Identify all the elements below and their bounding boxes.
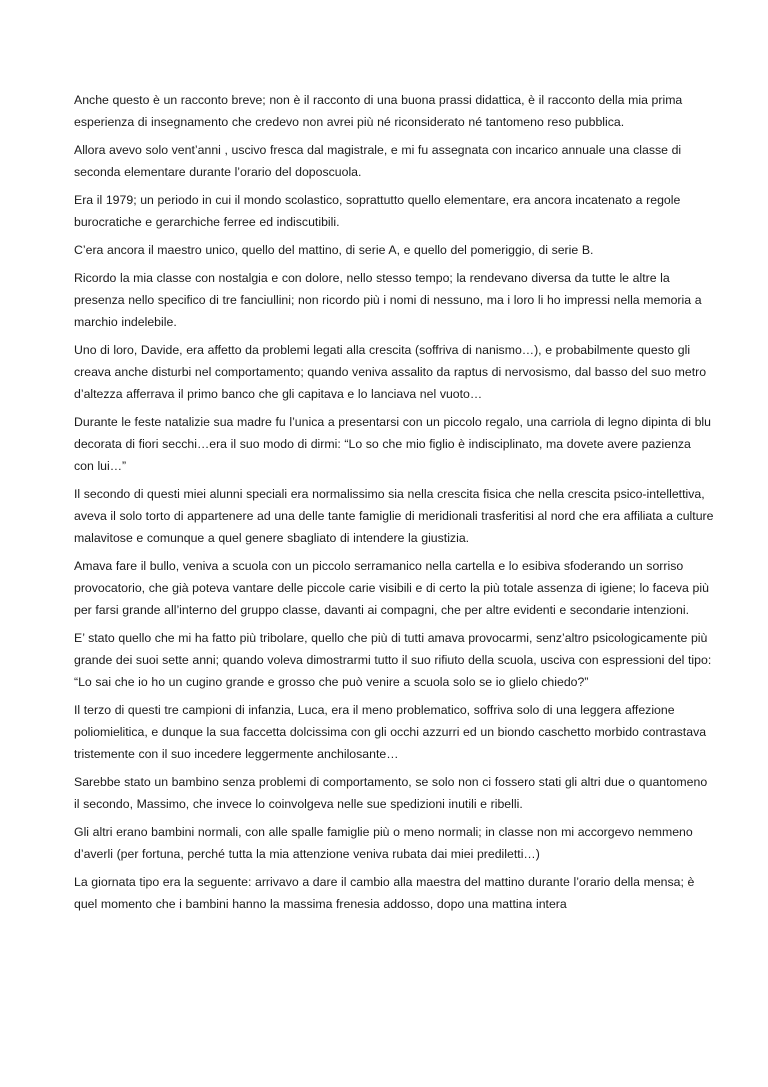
paragraph-1: Anche questo è un racconto breve; non è il racconto di una buona prassi didattica, è il racconto della mia prima esperienza di insegnamento che credevo non avrei più né riconsiderato né tantomeno reso pubblica. (74, 93, 683, 129)
document-body (74, 89, 714, 921)
paragraph-7: Durante le feste natalizie sua madre fu l’unica a presentarsi con un piccolo regalo, una carriola di legno dipinta di blu decorata di fiori secchi…era il suo modo di dirmi: “Lo so che mio figlio è indisciplinato, ma dovete avere pazienza con lui…” (74, 415, 711, 473)
paragraph-8: Il secondo di questi miei alunni speciali era normalissimo sia nella crescita fisica che nella crescita psico-intellettiva, aveva il solo torto di appartenere ad una delle tante famiglie di meridionali trasferitisi al nord che era affiliata a culture malavitose e comunque a quel genere sbagliato di intendere la giustizia. (74, 487, 714, 545)
paragraph-10: E’ stato quello che mi ha fatto più tribolare, quello che più di tutti amava provocarmi, senz’altro psicologicamente più grande dei suoi sette anni; quando voleva dimostrarmi tutto il suo rifiuto della scuola, usciva con espressioni del tipo: “Lo sai che io ho un cugino grande e grosso che può venire a scuola solo se io glielo chiedo?” (74, 631, 712, 689)
paragraph-14: La giornata tipo era la seguente: arrivavo a dare il cambio alla maestra del mattino durante l’orario della mensa; è quel momento che i bambini hanno la massima frenesia addosso, dopo una mattina intera (74, 875, 695, 911)
paragraph-11: Il terzo di questi tre campioni di infanzia, Luca, era il meno problematico, soffriva solo di una leggera affezione poliomielitica, e dunque la sua faccetta dolcissima con gli occhi azzurri ed un biondo caschetto morbido contrastava tristemente con il suo incedere leggermente anchilosante… (74, 703, 707, 761)
paragraph-4: C’era ancora il maestro unico, quello del mattino, di serie A, e quello del pomeriggio, di serie B. (74, 243, 594, 257)
paragraph-9: Amava fare il bullo, veniva a scuola con un piccolo serramanico nella cartella e lo esibiva sfoderando un sorriso provocatorio, che già poteva vantare delle piccole carie visibili e di certo la più totale assenza di igiene; lo faceva più per farsi grande all’interno del gruppo classe, davanti ai compagni, che per altre evidenti e secondarie intenzioni. (74, 559, 709, 617)
paragraph-2: Allora avevo solo vent’anni , uscivo fresca dal magistrale, e mi fu assegnata con incarico annuale una classe di seconda elementare durante l’orario del doposcuola. (74, 143, 682, 179)
paragraph-5: Ricordo la mia classe con nostalgia e con dolore, nello stesso tempo; la rendevano diversa da tutte le altre la presenza nello specifico di tre fanciullini; non ricordo più i nomi di nessuno, ma i loro li ho impressi nella memoria a marchio indelebile. (74, 271, 702, 329)
paragraph-3: Era il 1979; un periodo in cui il mondo scolastico, soprattutto quello elementare, era ancora incatenato a regole burocratiche e gerarchiche ferree ed indiscutibili. (74, 193, 681, 229)
paragraph-6: Uno di loro, Davide, era affetto da problemi legati alla crescita (soffriva di nanismo…), e probabilmente questo gli creava anche disturbi nel comportamento; quando veniva assalito da raptus di nervosismo, dal basso del suo metro d’altezza afferrava il primo banco che gli capitava e lo lanciava nel vuoto… (74, 343, 707, 401)
paragraph-13: Gli altri erano bambini normali, con alle spalle famiglie più o meno normali; in classe non mi accorgevo nemmeno d’averli (per fortuna, perché tutta la mia attenzione veniva rubata dai miei prediletti…) (74, 825, 693, 861)
paragraph-12: Sarebbe stato un bambino senza problemi di comportamento, se solo non ci fossero stati gli altri due o quantomeno il secondo, Massimo, che invece lo coinvolgeva nelle sue spedizioni inutili e ribelli. (74, 775, 708, 811)
